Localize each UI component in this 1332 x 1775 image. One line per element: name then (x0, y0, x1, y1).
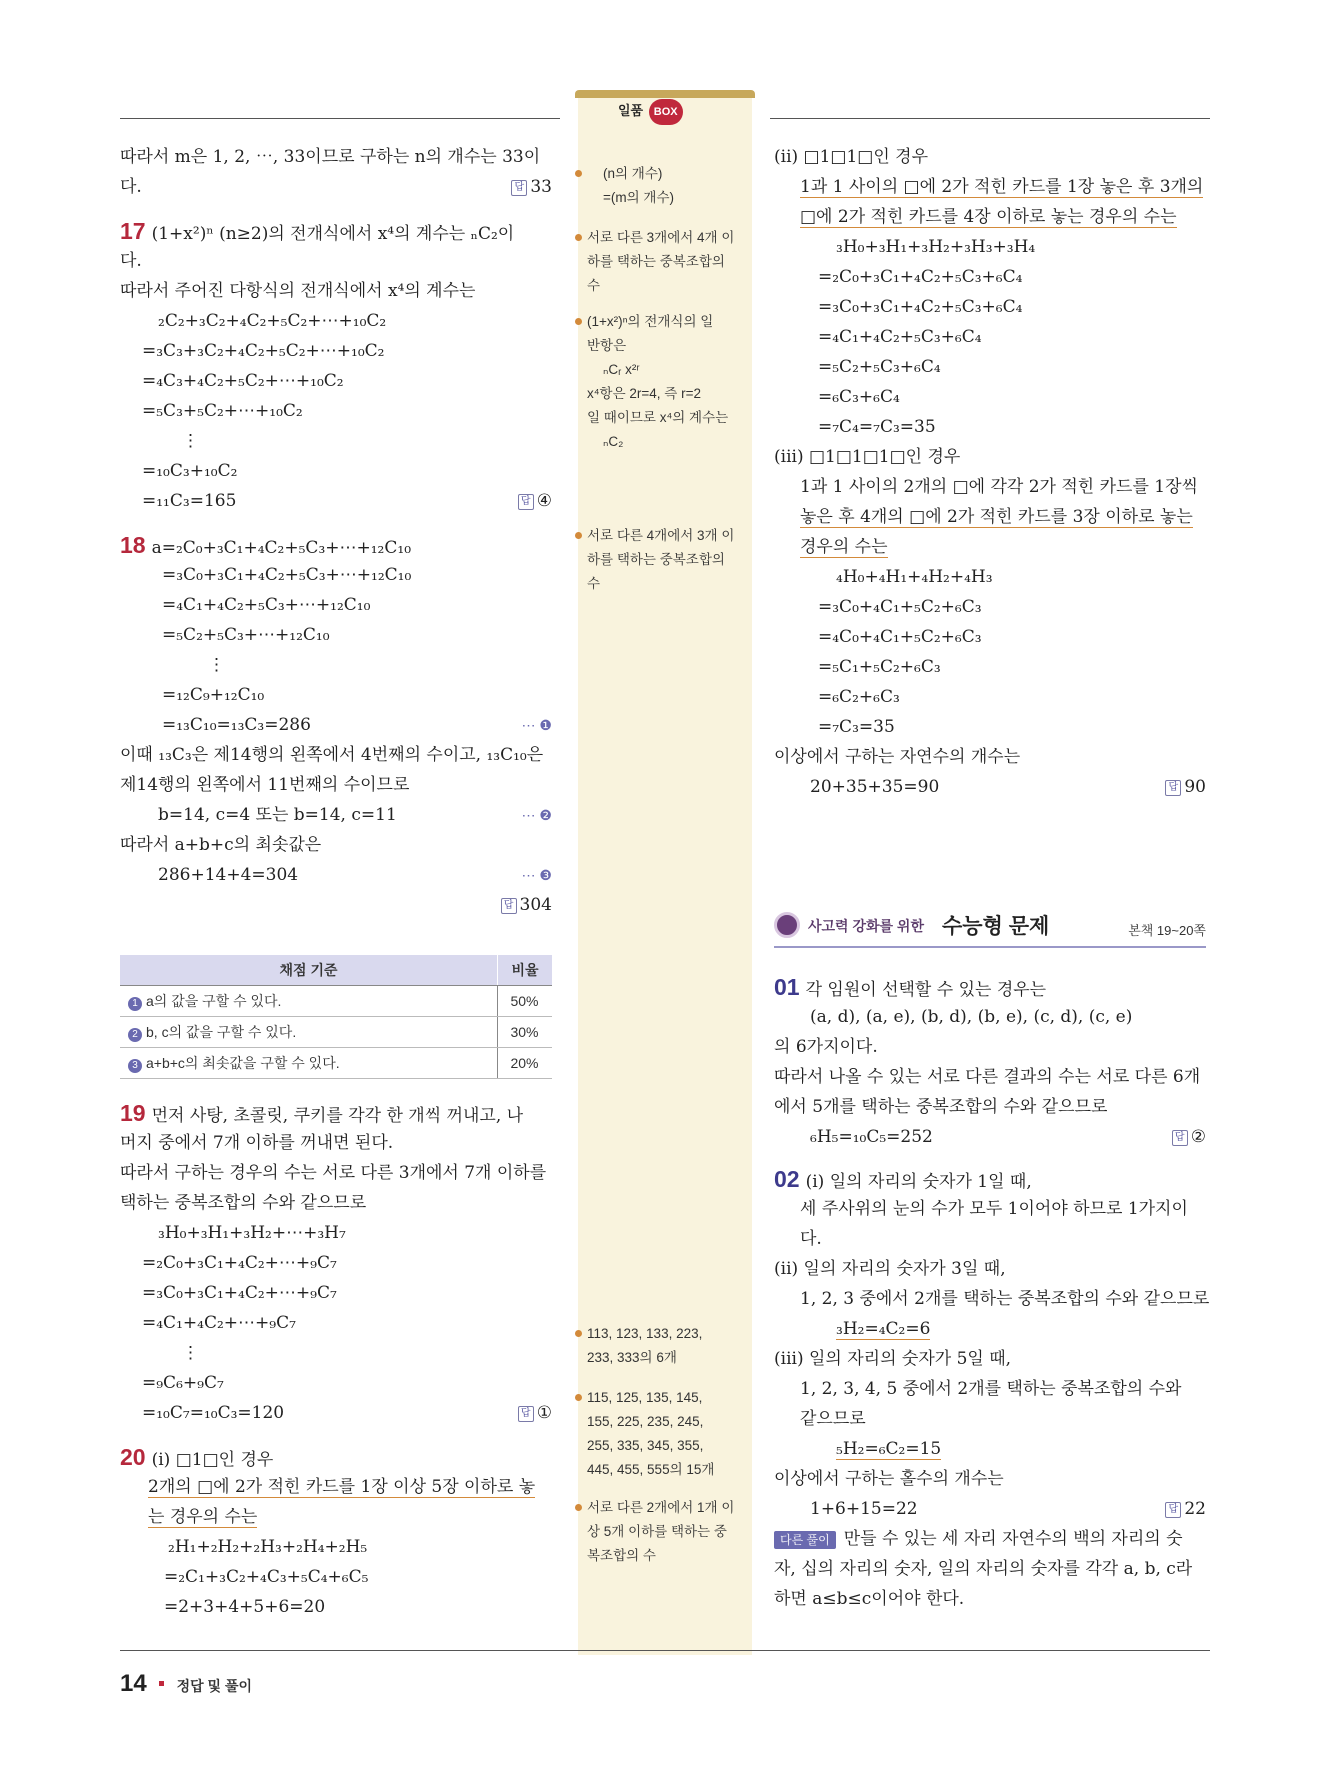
intro-line: 다. 답 33 (120, 172, 552, 202)
table-cell: 2 b, c의 값을 구할 수 있다. (120, 1017, 498, 1048)
footer (120, 1670, 252, 1698)
table-cell: 50% (498, 986, 553, 1017)
answer-icon: 답 (1165, 780, 1181, 796)
step-number-icon: 2 (128, 1028, 142, 1042)
header-rule-left (120, 118, 560, 119)
q20-line: 는 경우의 수는 (148, 1507, 258, 1527)
equation: =₃C₀+₄C₁+₅C₂+₆C₃ (818, 597, 982, 617)
right-column-lower (774, 972, 1210, 1614)
table-row (120, 1048, 552, 1079)
answer-mark: 답 ④ (518, 486, 552, 516)
equation: ₆H₅=₁₀C₅=252 답 ② (774, 1122, 1206, 1152)
answer-mark: 답 304 (501, 890, 552, 920)
equation: =₃C₀+₃C₁+₄C₂+₅C₃+⋯+₁₂C₁₀ (162, 565, 412, 585)
case-heading: (ii) 일의 자리의 숫자가 3일 때, (774, 1259, 1006, 1279)
equation: ₃H₀+₃H₁+₃H₂+⋯+₃H₇ (158, 1223, 346, 1243)
equation: =₄C₁+₄C₂+₅C₃+⋯+₁₂C₁₀ (162, 595, 371, 615)
q17-line: 다. (120, 251, 142, 271)
question-number: 19 (120, 1100, 146, 1126)
equation: =₂C₀+₃C₁+₄C₂+₅C₃+₆C₄ (818, 267, 1023, 287)
header-rule-right (770, 118, 1210, 119)
equation: =₆C₃+₆C₄ (818, 387, 900, 407)
footer-square-icon (159, 1681, 164, 1686)
text-line: 이상에서 구하는 홀수의 개수는 (774, 1469, 1004, 1489)
side-note: (n의 개수) =(m의 개수) (587, 162, 763, 210)
q19-line: 머지 중에서 7개 이하를 꺼내면 된다. (120, 1133, 394, 1153)
equation: =₃C₀+₃C₁+₄C₂+₅C₃+₆C₄ (818, 297, 1023, 317)
side-note: 서로 다른 4개에서 3개 이 하를 택하는 중복조합의 수 (587, 524, 747, 596)
page-number: 14 (120, 1670, 147, 1697)
equation: =₄C₃+₄C₂+₅C₂+⋯+₁₀C₂ (142, 371, 344, 391)
text-line: 1, 2, 3 중에서 2개를 택하는 중복조합의 수와 같으므로 (800, 1289, 1210, 1309)
table-row (120, 1017, 552, 1048)
table-header-row (120, 955, 552, 986)
equation: ₃H₂=₄C₂=6 (836, 1319, 931, 1339)
answer-mark: 답 90 (1165, 772, 1206, 802)
answer-icon: 답 (511, 180, 527, 196)
table-cell: 30% (498, 1017, 553, 1048)
box-badge: BOX (649, 99, 683, 125)
case-heading: (iii) □1□1□1□인 경우 (774, 447, 961, 467)
equation: =₆C₂+₆C₃ (818, 687, 900, 707)
answer-icon: 답 (501, 898, 517, 914)
text-line: 따라서 나올 수 있는 서로 다른 결과의 수는 서로 다른 6개 (774, 1067, 1201, 1087)
step-number-icon: 1 (128, 997, 142, 1011)
box-label: 일품 (618, 103, 644, 118)
text-line: 경우의 수는 (800, 537, 888, 557)
q20-line: 20 (i) □1□인 경우 (120, 1444, 274, 1470)
equation: 286+14+4=304 ⋯ ❸ (120, 860, 552, 890)
case-heading: (ii) □1□1□인 경우 (774, 147, 929, 167)
side-note: 115, 125, 135, 145, 155, 225, 235, 245, 255, 335, 345, 355, 445, 455, 555의 15개 (587, 1386, 747, 1482)
equation: =₃C₃+₃C₂+₄C₂+₅C₂+⋯+₁₀C₂ (142, 341, 385, 361)
q19-line: 택하는 중복조합의 수와 같으므로 (120, 1193, 367, 1213)
step-marker: ⋯ ❸ (521, 867, 552, 883)
equation: =₄C₁+₄C₂+⋯+₉C₇ (142, 1313, 296, 1333)
equation: =₉C₆+₉C₇ (142, 1373, 224, 1393)
text-line: 의 6가지이다. (774, 1037, 878, 1057)
equation: =₁₀C₇=₁₀C₃=120 답 ① (120, 1398, 552, 1428)
section-ref: 본책 19~20쪽 (1128, 923, 1206, 938)
answer-mark: 답 ① (518, 1398, 552, 1428)
q18-line: 제14행의 왼쪽에서 11번째의 수이므로 (120, 775, 410, 795)
question-number: 20 (120, 1444, 146, 1470)
text-line: 1과 1 사이의 2개의 □에 각각 2가 적힌 카드를 1장씩 (800, 477, 1198, 497)
equation: =₄C₀+₄C₁+₅C₂+₆C₃ (818, 627, 982, 647)
equation: =₇C₄=₇C₃=35 (818, 417, 936, 437)
table-cell: 3 a+b+c의 최솟값을 구할 수 있다. (120, 1048, 498, 1079)
equation: ⋮ (208, 655, 225, 675)
side-note: (1+x²)ⁿ의 전개식의 일 반항은 ₙCᵣ x²ʳ x⁴항은 2r=4, 즉 r=2 일 때이므로 x⁴의 계수는 ₙC₂ (587, 310, 747, 454)
bullet-icon (575, 1330, 582, 1337)
alt-solution-badge: 다른 풀이 (774, 1531, 836, 1549)
text-line: 하면 a≤b≤c이어야 한다. (774, 1589, 965, 1609)
footer-rule (120, 1650, 1210, 1651)
equation: =₁₃C₁₀=₁₃C₃=286 ⋯ ❶ (120, 710, 552, 740)
equation: ₃H₀+₃H₁+₃H₂+₃H₃+₃H₄ (836, 237, 1036, 257)
text-line: 놓은 후 4개의 □에 2가 적힌 카드를 3장 이하로 놓는 (800, 507, 1193, 527)
sidebar-top-bar (575, 90, 755, 98)
q19-line: 19 먼저 사탕, 초콜릿, 쿠키를 각각 한 개씩 꺼내고, 나 (120, 1100, 524, 1126)
q17-line: 따라서 주어진 다항식의 전개식에서 x⁴의 계수는 (120, 281, 476, 301)
equation: 20+35+35=90 답 90 (774, 772, 1206, 802)
equation: =₅C₁+₅C₂+₆C₃ (818, 657, 941, 677)
equation: 1+6+15=22 답 22 (774, 1494, 1206, 1524)
equation: =2+3+4+5+6=20 (164, 1597, 326, 1617)
answer-icon: 답 (1165, 1502, 1181, 1518)
equation: ⋮ (182, 431, 199, 451)
text-line: □에 2가 적힌 카드를 4장 이하로 놓는 경우의 수는 (800, 207, 1177, 227)
step-marker: ⋯ ❶ (521, 717, 552, 733)
table-header: 채점 기준 (120, 955, 498, 986)
question-number: 18 (120, 532, 146, 558)
equation: =₅C₂+₅C₃+⋯+₁₂C₁₀ (162, 625, 330, 645)
right-column (774, 142, 1206, 802)
text-line: 1과 1 사이의 □에 2가 적힌 카드를 1장 놓은 후 3개의 (800, 177, 1204, 197)
case-heading: (iii) 일의 자리의 숫자가 5일 때, (774, 1349, 1012, 1369)
footer-label: 정답 및 풀이 (176, 1678, 253, 1694)
answer-icon: 답 (518, 494, 534, 510)
bullet-icon (575, 234, 582, 241)
question-number: 01 (774, 974, 800, 1000)
question-number: 17 (120, 218, 146, 244)
section-label: 사고력 강화를 위한 (808, 918, 924, 934)
equation: ₄H₀+₄H₁+₄H₂+₄H₃ (836, 567, 993, 587)
bullet-icon (575, 170, 582, 177)
answer-mark: 답 33 (511, 172, 552, 202)
q02-line: 02 (i) 일의 자리의 숫자가 1일 때, (774, 1166, 1032, 1192)
q18-answer-line (120, 890, 552, 920)
table-cell: 1 a의 값을 구할 수 있다. (120, 986, 498, 1017)
answer-mark: 답 ② (1172, 1122, 1206, 1152)
text-line: 1, 2, 3, 4, 5 중에서 2개를 택하는 중복조합의 수와 (800, 1379, 1182, 1399)
q18-line: 18 a=₂C₀+₃C₁+₄C₂+₅C₃+⋯+₁₂C₁₀ (120, 532, 412, 558)
text-line: 세 주사위의 눈의 수가 모두 1이어야 하므로 1가지이 (800, 1199, 1188, 1219)
answer-icon: 답 (1172, 1130, 1188, 1146)
side-note: 서로 다른 2개에서 1개 이 상 5개 이하를 택하는 중 복조합의 수 (587, 1496, 747, 1568)
equation: =₂C₀+₃C₁+₄C₂+⋯+₉C₇ (142, 1253, 337, 1273)
side-note: 서로 다른 3개에서 4개 이 하를 택하는 중복조합의 수 (587, 226, 747, 298)
text-line: 이상에서 구하는 자연수의 개수는 (774, 747, 1021, 767)
box-label-wrap (618, 98, 683, 125)
bullet-icon (575, 1504, 582, 1511)
equation: ₂C₂+₃C₂+₄C₂+₅C₂+⋯+₁₀C₂ (158, 311, 387, 331)
equation: =₂C₁+₃C₂+₄C₃+₅C₄+₆C₅ (164, 1567, 369, 1587)
equation: ⋮ (182, 1343, 199, 1363)
equation: =₁₂C₉+₁₂C₁₀ (162, 685, 265, 705)
q18-line: 따라서 a+b+c의 최솟값은 (120, 835, 322, 855)
equation: =₃C₀+₃C₁+₄C₂+⋯+₉C₇ (142, 1283, 337, 1303)
equation: ₂H₁+₂H₂+₂H₃+₂H₄+₂H₅ (168, 1537, 368, 1557)
section-title: 수능형 문제 (942, 915, 1050, 938)
question-number: 02 (774, 1166, 800, 1192)
left-column (120, 142, 552, 920)
q19-line: 따라서 구하는 경우의 수는 서로 다른 3개에서 7개 이하를 (120, 1163, 547, 1183)
left-column-lower (120, 1098, 552, 1622)
bullet-icon (575, 1394, 582, 1401)
answer-mark: 답 22 (1165, 1494, 1206, 1524)
table-row (120, 986, 552, 1017)
q20-line: 2개의 □에 2가 적힌 카드를 1장 이상 5장 이하로 놓 (148, 1477, 536, 1497)
side-note: 113, 123, 133, 223, 233, 333의 6개 (587, 1322, 747, 1370)
text-line: 에서 5개를 택하는 중복조합의 수와 같으므로 (774, 1097, 1108, 1117)
equation: =₅C₂+₅C₃+₆C₄ (818, 357, 941, 377)
equation: ₅H₂=₆C₂=15 (836, 1439, 942, 1459)
table-cell: 20% (498, 1048, 553, 1079)
text-line: 자, 십의 자리의 숫자, 일의 자리의 숫자를 각각 a, b, c라 (774, 1559, 1193, 1579)
section-header (774, 906, 1206, 948)
equation: (a, d), (a, e), (b, d), (b, e), (c, d), (c, e) (810, 1007, 1133, 1027)
text-line: 다. (800, 1229, 822, 1249)
equation: =₄C₁+₄C₂+₅C₃+₆C₄ (818, 327, 982, 347)
intro-line: 따라서 m은 1, 2, ⋯, 33이므로 구하는 n의 개수는 33이 (120, 147, 541, 167)
step-number-icon: 3 (128, 1059, 142, 1073)
bullet-icon (575, 532, 582, 539)
step-marker: ⋯ ❷ (521, 807, 552, 823)
bullet-icon (575, 318, 582, 325)
alt-solution-line: 다른 풀이 만들 수 있는 세 자리 자연수의 백의 자리의 숫 (774, 1524, 1206, 1554)
equation: =₅C₃+₅C₂+⋯+₁₀C₂ (142, 401, 303, 421)
target-icon (774, 912, 800, 938)
text-line: 같으므로 (800, 1409, 866, 1429)
equation: =₁₀C₃+₁₀C₂ (142, 461, 238, 481)
equation: =₇C₃=35 (818, 717, 895, 737)
q18-line: 이때 ₁₃C₃은 제14행의 왼쪽에서 4번째의 수이고, ₁₃C₁₀은 (120, 745, 544, 765)
table-header: 비율 (498, 955, 553, 986)
equation: =₁₁C₃=165 답 ④ (120, 486, 552, 516)
answer-icon: 답 (518, 1406, 534, 1422)
equation: b=14, c=4 또는 b=14, c=11 ⋯ ❷ (120, 800, 552, 830)
q17-line: 17 (1+x²)ⁿ (n≥2)의 전개식에서 x⁴의 계수는 ₙC₂이 (120, 218, 515, 244)
q01-line: 01 각 임원이 선택할 수 있는 경우는 (774, 974, 1047, 1000)
scoring-table (120, 955, 552, 1079)
